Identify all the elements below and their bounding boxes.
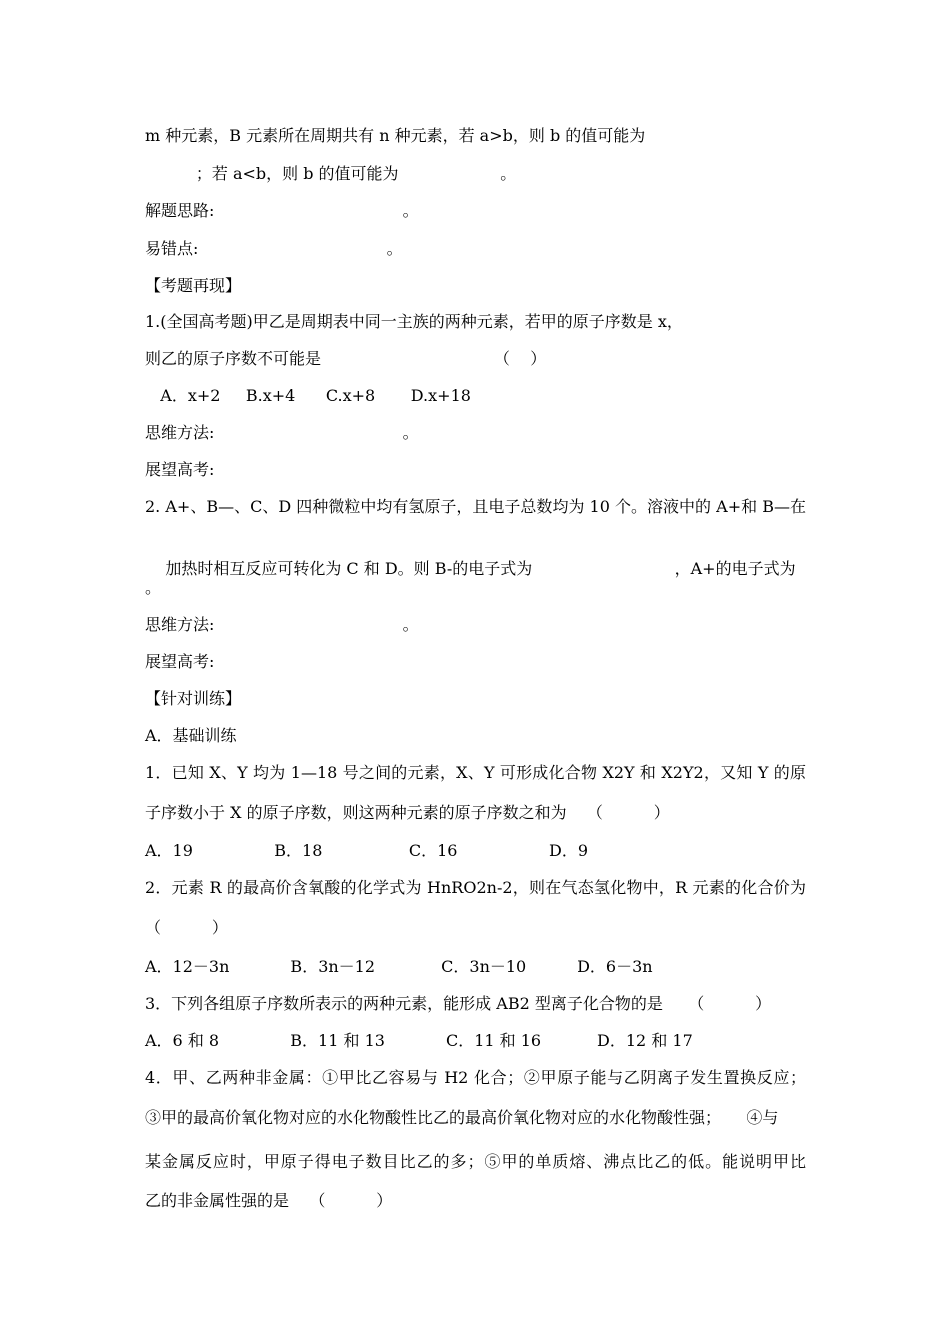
- training-q3-line-1: 3．下列各组原子序数所表示的两种元素，能形成 AB2 型离子化合物的是 （ ）: [145, 994, 772, 1013]
- text-line-4: 易错点: 。: [145, 239, 403, 258]
- text-line-2: ；若 a<b，则 b 的值可能为 。: [145, 164, 517, 183]
- training-q4-line-1: 4．甲、乙两种非金属：①甲比乙容易与 H2 化合；②甲原子能与乙阴离子发生置换反应；: [145, 1068, 806, 1087]
- training-q1-line-2: 子序数小于 X 的原子序数，则这两种元素的原子序数之和为 （ ）: [145, 803, 670, 822]
- training-q2-line-1: 2．元素 R 的最高价含氧酸的化学式为 HnRO2n-2，则在气态氢化物中，R 元素的化合价为: [145, 878, 806, 897]
- text-line-1: m 种元素，B 元素所在周期共有 n 种元素，若 a>b，则 b 的值可能为: [145, 126, 646, 145]
- question-1-options: A．x+2 B.x+4 C.x+8 D.x+18: [145, 386, 471, 405]
- section-heading-training: 【针对训练】: [145, 689, 242, 708]
- section-heading-kaoti: 【考题再现】: [145, 276, 242, 295]
- training-q2-line-2: （ ）: [145, 918, 228, 937]
- question-1-line-2: 则乙的原子序数不可能是 （ ）: [145, 349, 547, 368]
- training-q1-options: A．19 B．18 C．16 D．9: [145, 841, 589, 860]
- training-q3-options: A．6 和 8 B．11 和 13 C．11 和 16 D．12 和 17: [145, 1031, 693, 1050]
- training-q4-line-3: 某金属反应时，甲原子得电子数目比乙的多；⑤甲的单质熔、沸点比乙的低。能说明甲比: [145, 1152, 806, 1171]
- question-1-line-1: 1.(全国高考题)甲乙是周期表中同一主族的两种元素，若甲的原子序数是 x，: [145, 312, 683, 331]
- text-line-9: 思维方法: 。: [145, 423, 419, 442]
- question-2-line-1: 2. A+、B—、C、D 四种微粒中均有氢原子，且电子总数均为 10 个。溶液中的 A+和 B—在: [145, 497, 806, 516]
- text-line-13: 。: [145, 578, 162, 597]
- training-q4-line-2: ③甲的最高价氧化物对应的水化物酸性比乙的最高价氧化物对应的水化物酸性强； ④与: [145, 1108, 779, 1127]
- question-2-line-2: [145, 539, 806, 599]
- text-line-14: 思维方法: 。: [145, 615, 419, 634]
- training-q2-options: A．12－3n B．3n－12 C．3n－10 D．6－3n: [145, 957, 653, 976]
- text-line-15: 展望高考:: [145, 652, 215, 671]
- text-line-3: 解题思路: 。: [145, 201, 419, 220]
- text-line-10: 展望高考:: [145, 460, 215, 479]
- training-q4-line-4: 乙的非金属性强的是 （ ）: [145, 1191, 393, 1210]
- question-2-line-2-text: 加热时相互反应可转化为 C 和 D。则 B-的电子式为 ，A+的电子式为: [165, 559, 796, 578]
- training-q1-line-1: 1．已知 X、Y 均为 1—18 号之间的元素，X、Y 可形成化合物 X2Y 和 X2Y2，又知 Y 的原: [145, 763, 806, 782]
- subsection-basic: A．基础训练: [145, 726, 237, 745]
